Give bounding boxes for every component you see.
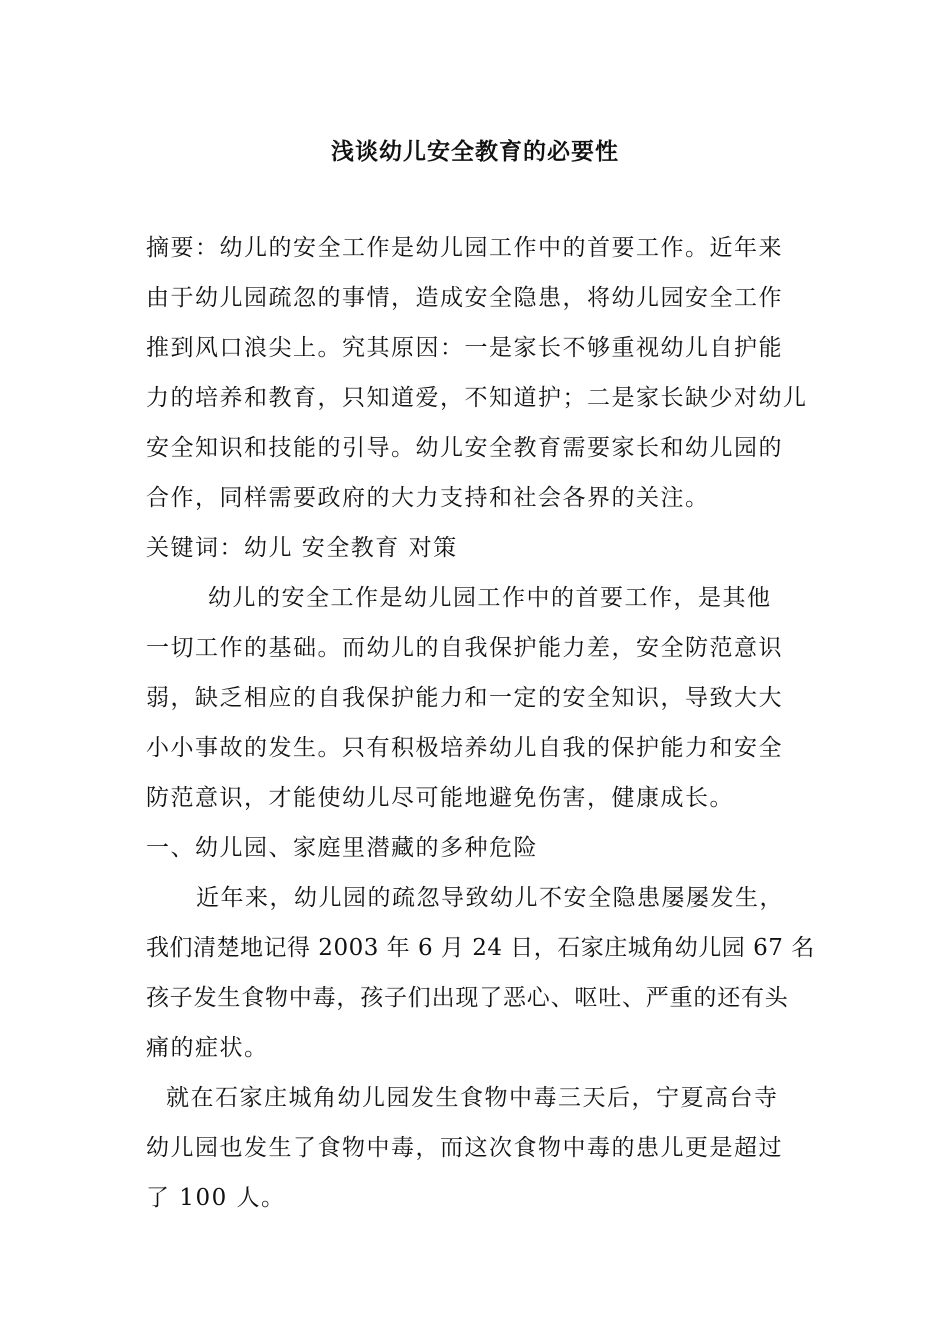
body-line: 孩子发生食物中毒，孩子们出现了恶心、呕吐、严重的还有头 — [146, 985, 789, 1011]
body-line: 幼儿的安全工作是幼儿园工作中的首要工作，是其他 — [208, 585, 772, 611]
document-title: 浅谈幼儿安全教育的必要性 — [331, 138, 619, 165]
body-line: 就在石家庄城角幼儿园发生食物中毒三天后，宁夏高台寺 — [166, 1085, 779, 1111]
abstract-line: 力的培养和教育，只知道爱，不知道护；二是家长缺少对幼儿 — [146, 385, 808, 411]
section-heading: 一、幼儿园、家庭里潜藏的多种危险 — [146, 835, 538, 861]
body-line: 小小事故的发生。只有积极培养幼儿自我的保护能力和安全 — [146, 735, 783, 761]
body-line: 幼儿园也发生了食物中毒，而这次食物中毒的患儿更是超过 — [146, 1135, 783, 1161]
body-line: 痛的症状。 — [146, 1035, 269, 1061]
keywords-line: 关键词：幼儿 安全教育 对策 — [146, 535, 458, 561]
body-line: 我们清楚地记得 2003 年 6 月 24 日，石家庄城角幼儿园 67 名 — [146, 935, 815, 961]
abstract-line: 安全知识和技能的引导。幼儿安全教育需要家长和幼儿园的 — [146, 435, 783, 461]
body-line: 了 100 人。 — [146, 1185, 286, 1211]
abstract-line: 推到风口浪尖上。究其原因：一是家长不够重视幼儿自护能 — [146, 335, 783, 361]
body-line: 弱，缺乏相应的自我保护能力和一定的安全知识，导致大大 — [146, 685, 783, 711]
abstract-line: 合作，同样需要政府的大力支持和社会各界的关注。 — [146, 485, 710, 511]
body-line: 一切工作的基础。而幼儿的自我保护能力差，安全防范意识 — [146, 635, 783, 661]
abstract-line: 由于幼儿园疏忽的事情，造成安全隐患，将幼儿园安全工作 — [146, 285, 783, 311]
body-line: 防范意识，才能使幼儿尽可能地避免伤害，健康成长。 — [146, 785, 734, 811]
abstract-line: 摘要：幼儿的安全工作是幼儿园工作中的首要工作。近年来 — [146, 235, 783, 261]
body-line: 近年来，幼儿园的疏忽导致幼儿不安全隐患屡屡发生， — [196, 885, 784, 911]
